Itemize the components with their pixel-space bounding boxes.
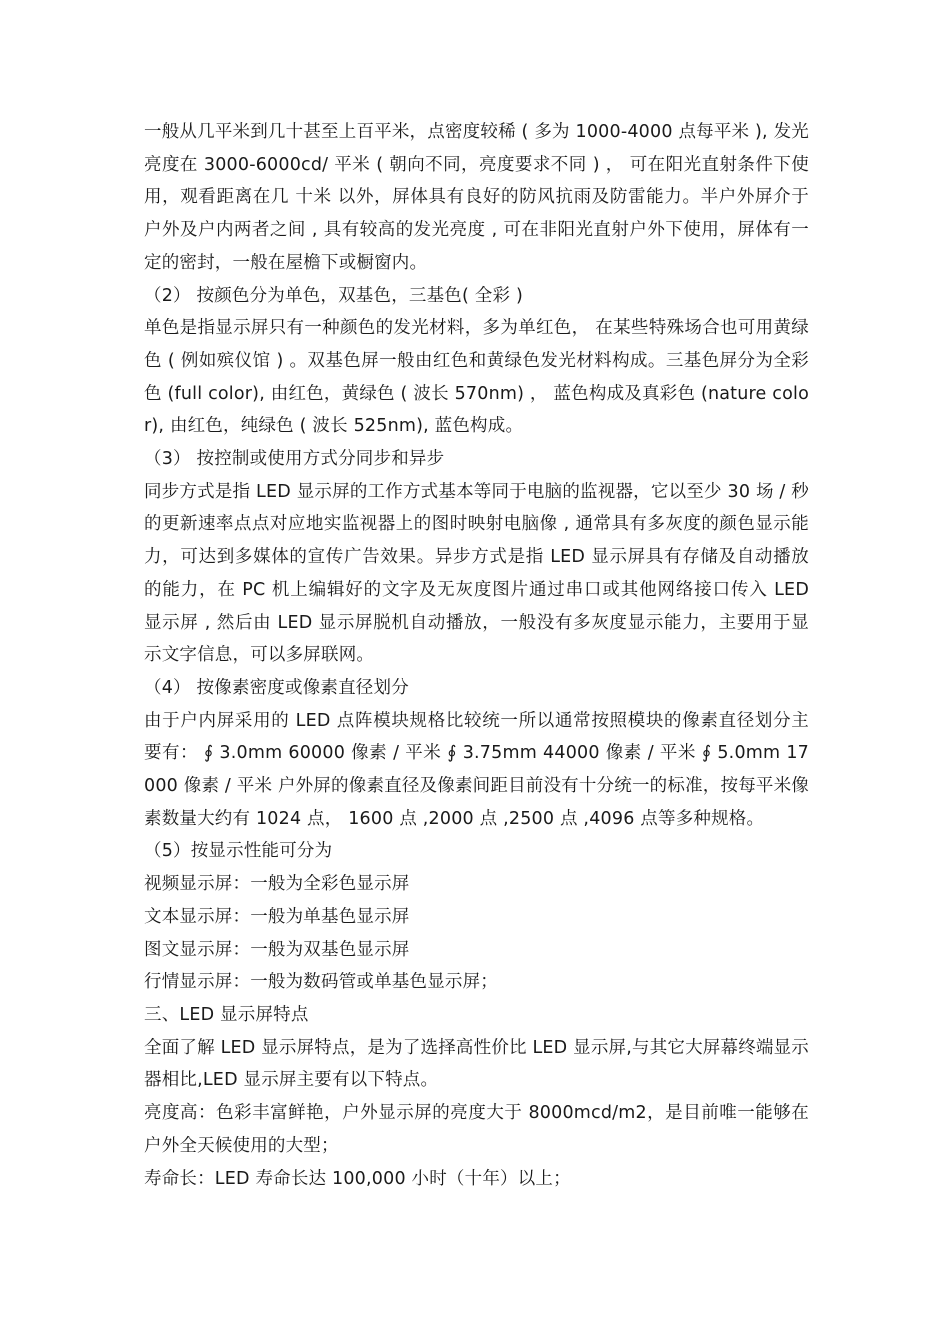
heading-by-color: （2） 按颜色分为单色，双基色，三基色( 全彩 ) xyxy=(144,285,523,306)
paragraph-sync-async: 同步方式是指 LED 显示屏的工作方式基本等同于电脑的监视器，它以至少 30 场 / 秒的更新速率点点对应地实监视器上的图时映射电脑像 , 通常具有多灰度的颜色显示能力，可达到多媒体的宣传广告效果。异步方式是指 LED 显示屏具有存储及自动播放的能力，在 PC 机上编辑好的文字及无灰度图片通过串口或其他网络接口传入 LED 显示屏 , 然后由 LED 显示屏脱机自动播放，一般没有多灰度显示能力，主要用于显示文字信息，可以多屏联网。 xyxy=(144,481,809,666)
item-graphic-display: 图文显示屏：一般为双基色显示屏 xyxy=(144,939,410,960)
item-video-display: 视频显示屏：一般为全彩色显示屏 xyxy=(144,874,410,895)
heading-by-control: （3） 按控制或使用方式分同步和异步 xyxy=(144,449,445,470)
paragraph-long-life: 寿命长：LED 寿命长达 100,000 小时（十年）以上； xyxy=(144,1168,571,1189)
document-body xyxy=(144,116,809,1195)
section-title-led-features: 三、LED 显示屏特点 xyxy=(144,1004,309,1025)
paragraph-high-brightness: 亮度高：色彩丰富鲜艳，户外显示屏的亮度大于 8000mcd/m2，是目前唯一能够在户外全天候使用的大型； xyxy=(144,1103,809,1156)
heading-by-display-performance: （5）按显示性能可分为 xyxy=(144,841,333,862)
paragraph-features-intro: 全面了解 LED 显示屏特点，是为了选择高性价比 LED 显示屏,与其它大屏幕终端显示器相比,LED 显示屏主要有以下特点。 xyxy=(144,1037,809,1091)
heading-by-pixel-density: （4） 按像素密度或像素直径划分 xyxy=(144,677,409,698)
paragraph-color-types: 单色是指显示屏只有一种颜色的发光材料，多为单红色， 在某些特殊场合也可用黄绿色 ( 例如殡仪馆 ) 。双基色屏一般由红色和黄绿色发光材料构成。三基色屏分为全彩色 (full color), 由红色，黄绿色 ( 波长 570nm) ， 蓝色构成及真彩色 (nature color), 由红色，纯绿色 ( 波长 525nm), 蓝色构成。 xyxy=(144,318,809,437)
paragraph-pixel-density: 由于户内屏采用的 LED 点阵模块规格比较统一所以通常按照模块的像素直径划分主要有： ∮ 3.0mm 60000 像素 / 平米 ∮ 3.75mm 44000 像素 / 平米 ∮ 5.0mm 17000 像素 / 平米 户外屏的像素直径及像素间距目前没有十分统一的标准，按每平米像素数量大约有 1024 点， 1600 点 ,2000 点 ,2500 点 ,4096 点等多种规格。 xyxy=(144,710,809,829)
item-text-display: 文本显示屏：一般为单基色显示屏 xyxy=(144,906,410,927)
paragraph-outdoor-screen: 一般从几平米到几十甚至上百平米，点密度较稀 ( 多为 1000-4000 点每平米 ), 发光亮度在 3000-6000cd/ 平米 ( 朝向不同，亮度要求不同 ) ， 可在阳光直射条件下使用，观看距离在几 十米 以外，屏体具有良好的防风抗雨及防雷能力。半户外屏介于户外及户内两者之间 , 具有较高的发光亮度 , 可在非阳光直射户外下使用，屏体有一定的密封，一般在屋檐下或橱窗内。 xyxy=(144,122,809,273)
item-market-display: 行情显示屏：一般为数码管或单基色显示屏； xyxy=(144,972,498,993)
